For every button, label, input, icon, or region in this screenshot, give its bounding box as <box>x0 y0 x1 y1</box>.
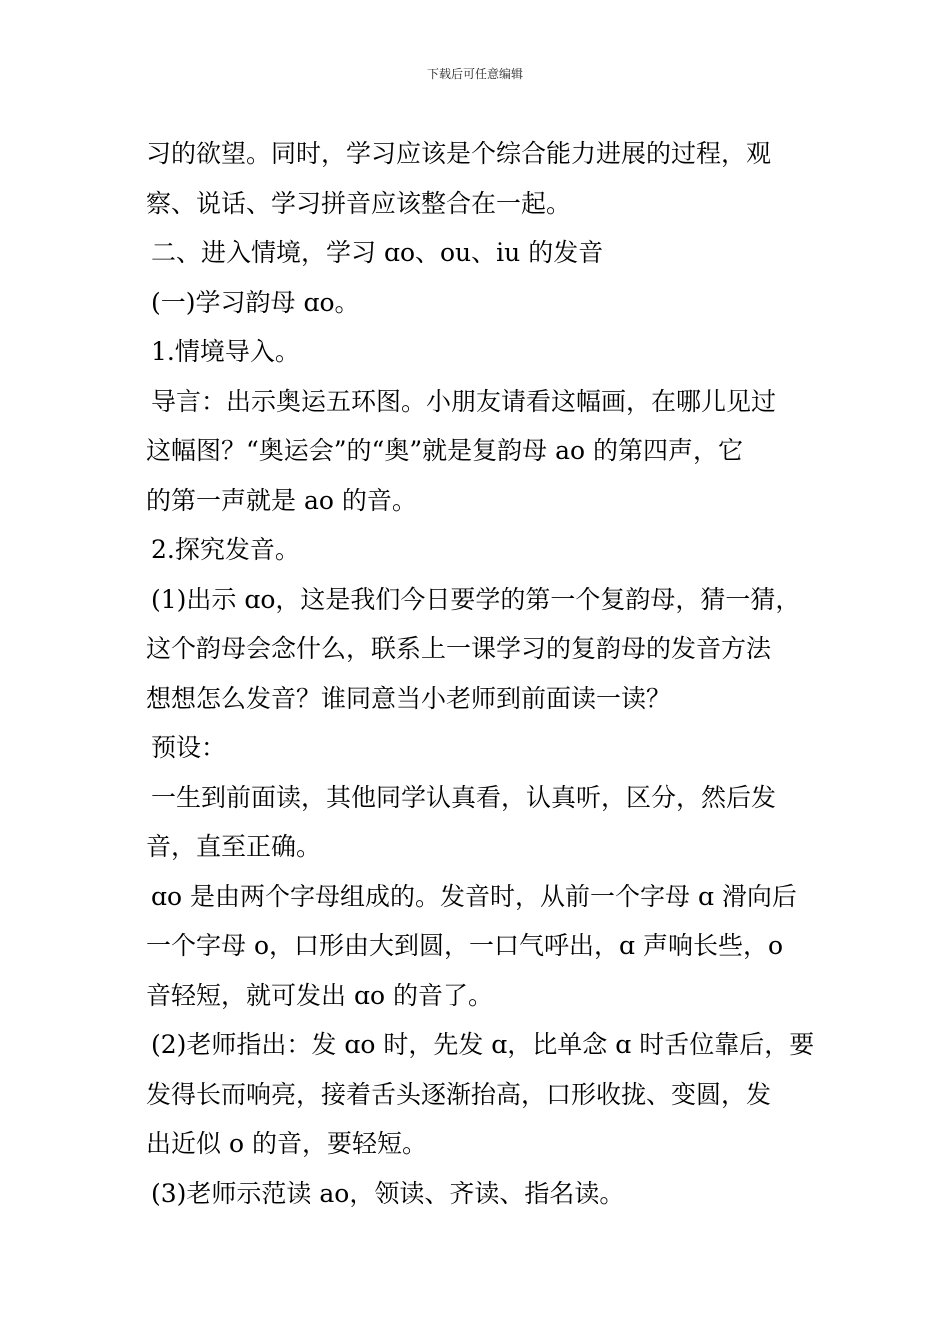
text-line: 想想怎么发音？谁同意当小老师到前面读一读？ <box>146 683 672 713</box>
text-line: (1)出示 ɑo，这是我们今日要学的第一个复韵母，猜一猜， <box>151 584 801 614</box>
text-line: 一个字母 o，口形由大到圆，一口气呼出，ɑ 声响长些，o <box>146 931 784 960</box>
text-line: 一生到前面读，其他同学认真看，认真听，区分，然后发 <box>151 782 777 812</box>
text-line: (一)学习韵母 ɑo。 <box>151 287 360 317</box>
text-line: (2)老师指出：发 ɑo 时，先发 ɑ，比单念 ɑ 时舌位靠后，要 <box>151 1030 815 1059</box>
text-line: 出近似 o 的音，要轻短。 <box>146 1129 427 1158</box>
text-line: 发得长而响亮，接着舌头逐渐抬高，口形收拢、变圆，发 <box>146 1079 772 1109</box>
page-header: 下载后可任意编辑 <box>426 67 523 81</box>
text-line: (3)老师示范读 ao，领读、齐读、指名读。 <box>151 1178 625 1208</box>
text-line: 这个韵母会念什么，联系上一课学习的复韵母的发音方法 <box>146 634 772 663</box>
text-line: 二、进入情境，学习 ɑo、ou、iu 的发音 <box>151 238 604 267</box>
text-line: 导言：出示奥运五环图。小朋友请看这幅画，在哪儿见过 <box>151 386 777 416</box>
text-line: 预设： <box>151 733 227 762</box>
document-body <box>146 129 815 1218</box>
body-text <box>146 129 815 1218</box>
text-line: ɑo 是由两个字母组成的。发音时，从前一个字母 ɑ 滑向后 <box>151 881 797 911</box>
text-line: 音，直至正确。 <box>146 832 322 861</box>
text-line: 察、说话、学习拼音应该整合在一起。 <box>146 188 572 218</box>
text-line: 音轻短，就可发出 ɑo 的音了。 <box>146 980 493 1010</box>
text-line: 这幅图？“奥运会”的“奥”就是复韵母 ao 的第四声，它 <box>146 436 743 465</box>
text-line: 习的欲望。同时，学习应该是个综合能力进展的过程，观 <box>146 139 772 168</box>
text-line: 的第一声就是 ao 的音。 <box>146 485 417 515</box>
text-line: 2.探究发音。 <box>151 535 300 564</box>
text-line: 1.情境导入。 <box>151 337 300 366</box>
